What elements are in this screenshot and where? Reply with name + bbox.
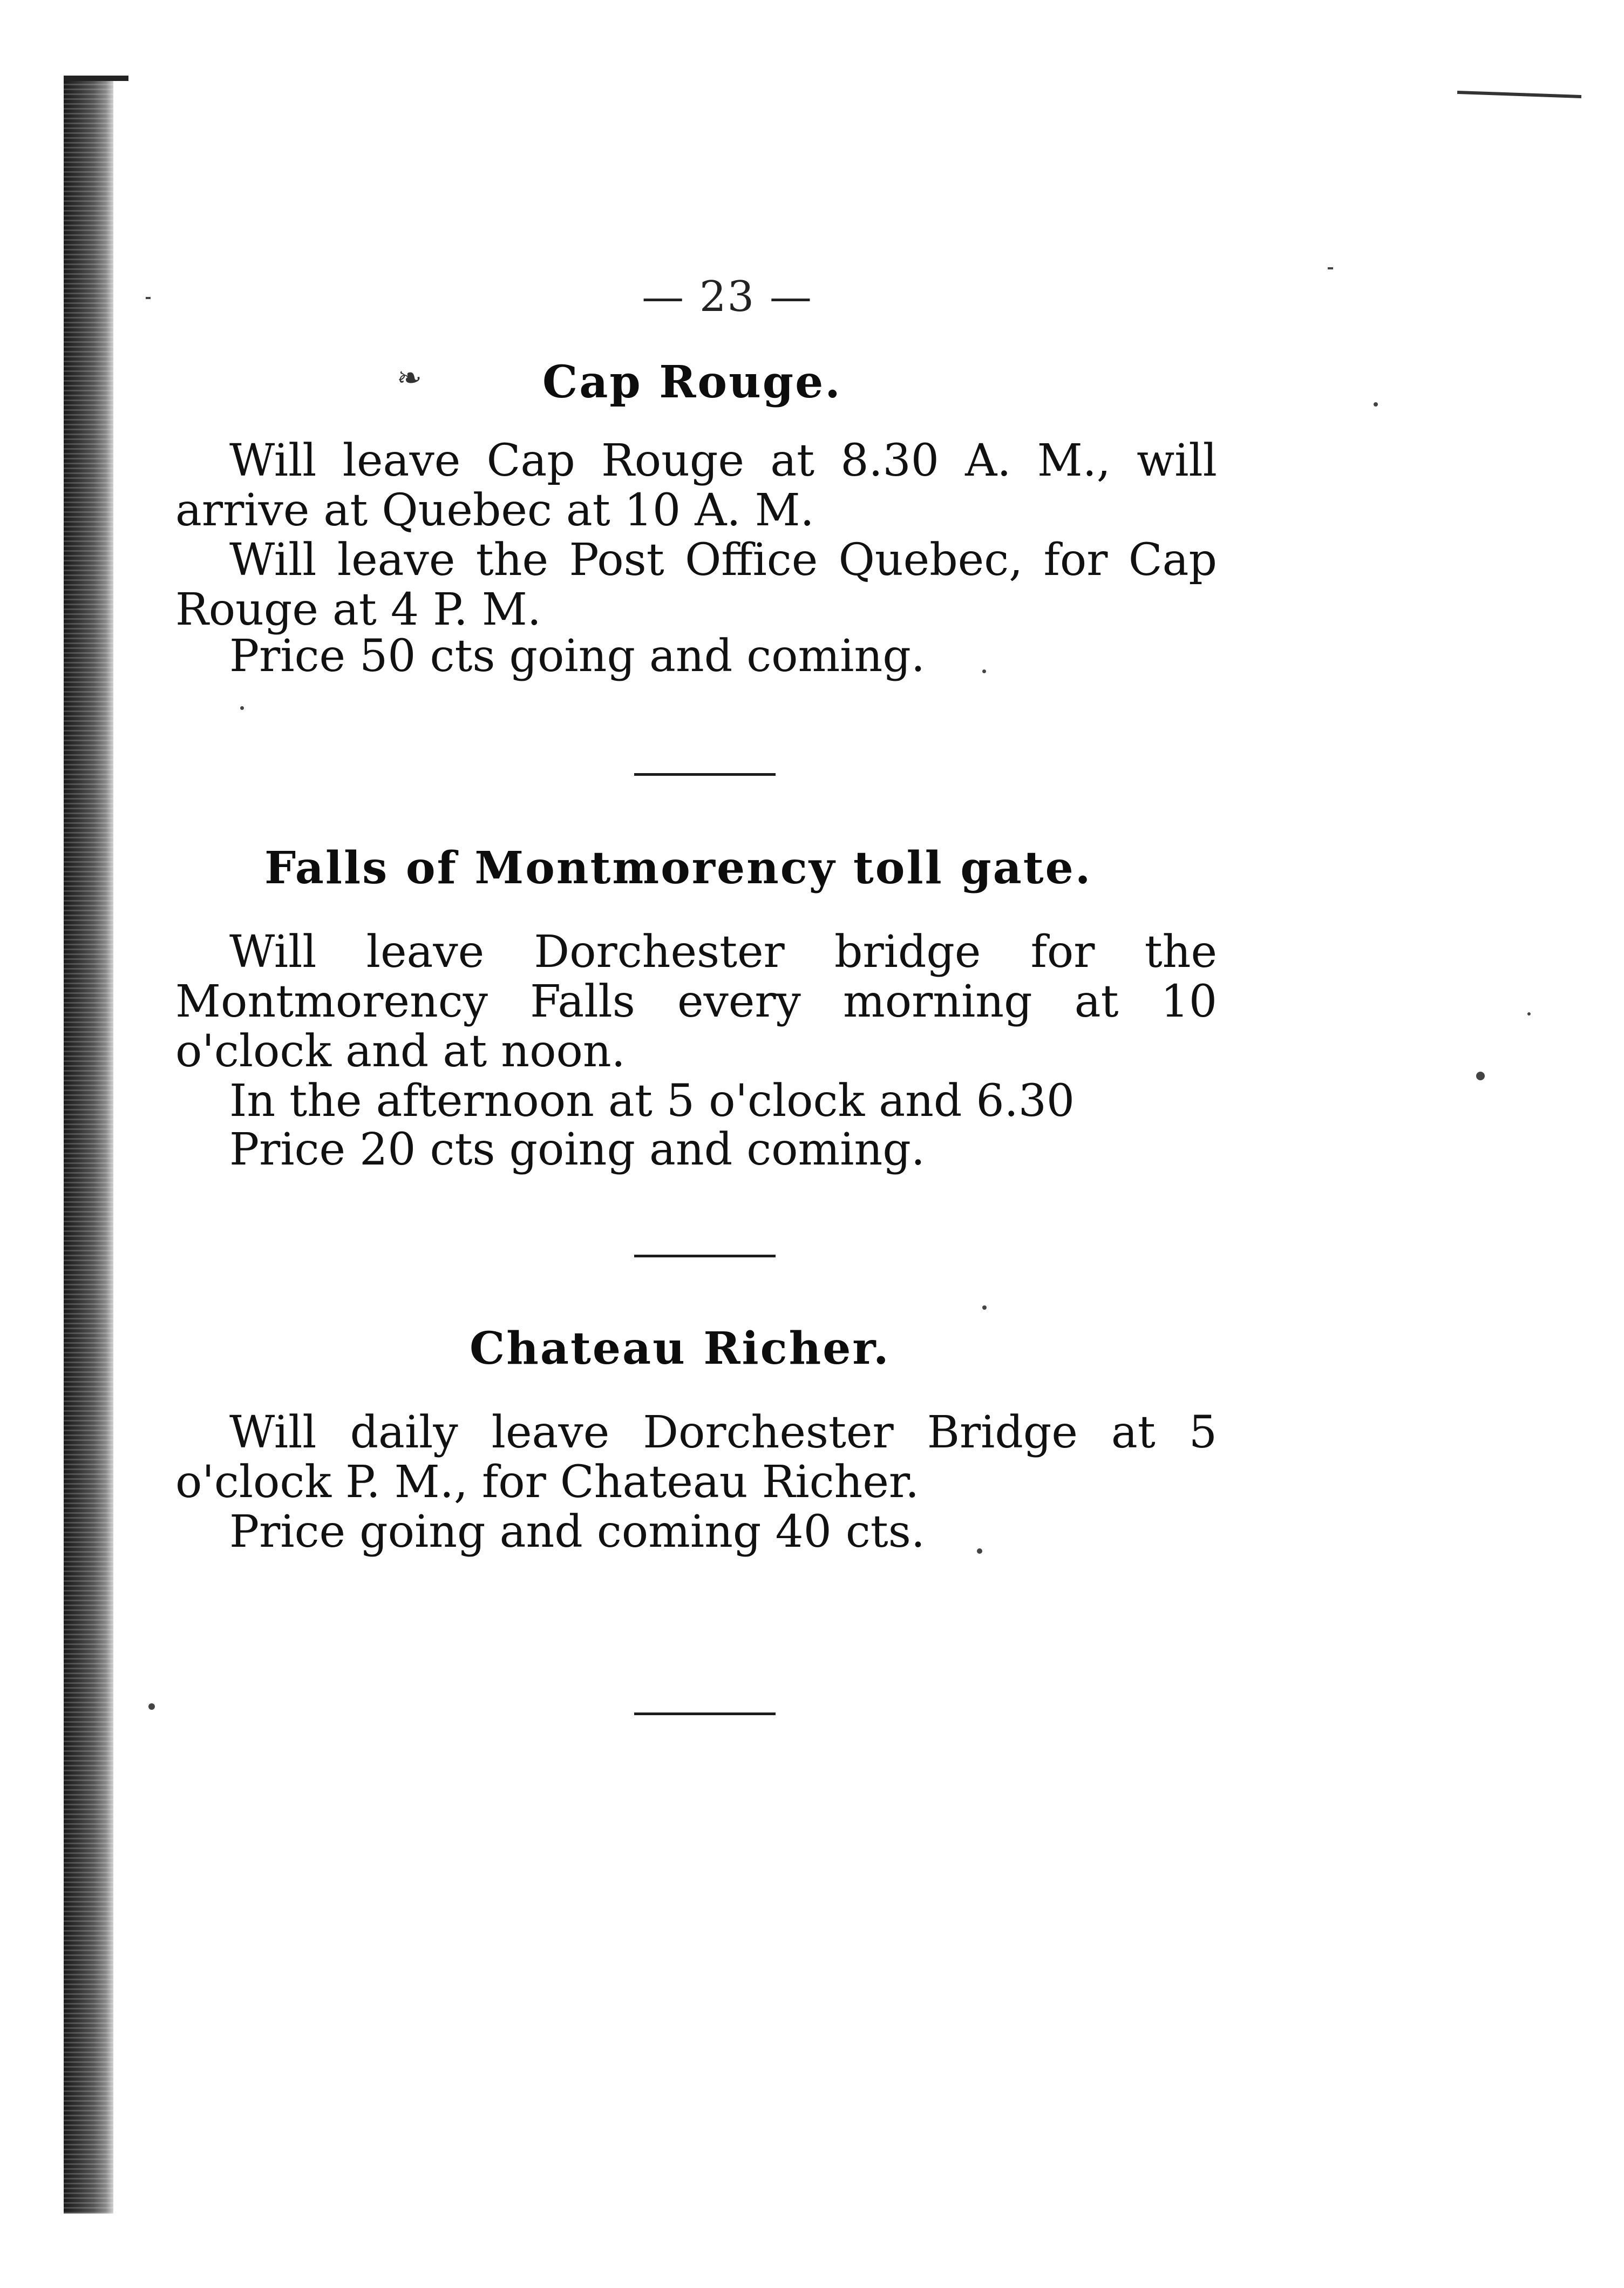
binding-edge-top-mark [64, 76, 128, 81]
print-speck [982, 1305, 987, 1310]
section-paragraph: Price 20 cts going and coming. [229, 1124, 925, 1175]
section-paragraph: Will leave Cap Rouge at 8.30 A. M., will arrive at Quebec at 10 A. M. [175, 435, 1217, 536]
print-speck [146, 297, 151, 299]
section-paragraph: In the afternoon at 5 o'clock and 6.30 [229, 1075, 1075, 1127]
print-speck [1374, 402, 1378, 407]
section-heading-falls-of-montmorency: Falls of Montmorency toll gate. [264, 842, 1092, 894]
corner-rule-mark [1457, 91, 1581, 98]
ornament-mark: ❧ [397, 361, 422, 396]
section-divider-rule [634, 773, 776, 776]
print-speck [982, 669, 986, 673]
print-speck [148, 1703, 155, 1710]
print-speck [1527, 1012, 1531, 1016]
print-speck [1476, 1072, 1485, 1080]
print-speck [977, 1548, 982, 1554]
section-paragraph: Will leave Dorchester bridge for the Montmorency Falls every morning at 10 o'clock and at noon. [175, 926, 1217, 1077]
section-divider-rule [634, 1712, 776, 1715]
page-number: — 23 — [642, 273, 813, 321]
section-divider-rule [634, 1255, 776, 1257]
page-binding-edge [64, 76, 113, 2213]
section-paragraph: Price going and coming 40 cts. [229, 1506, 925, 1558]
print-speck [240, 706, 244, 710]
print-speck [1328, 267, 1333, 269]
section-paragraph: Will leave the Post Office Quebec, for Cap Rouge at 4 P. M. [175, 534, 1217, 635]
section-heading-cap-rouge: Cap Rouge. [542, 356, 842, 408]
section-paragraph: Will daily leave Dorchester Bridge at 5 o'clock P. M., for Chateau Richer. [175, 1407, 1217, 1508]
section-heading-chateau-richer: Chateau Richer. [470, 1323, 891, 1375]
section-paragraph: Price 50 cts going and coming. [229, 631, 925, 682]
